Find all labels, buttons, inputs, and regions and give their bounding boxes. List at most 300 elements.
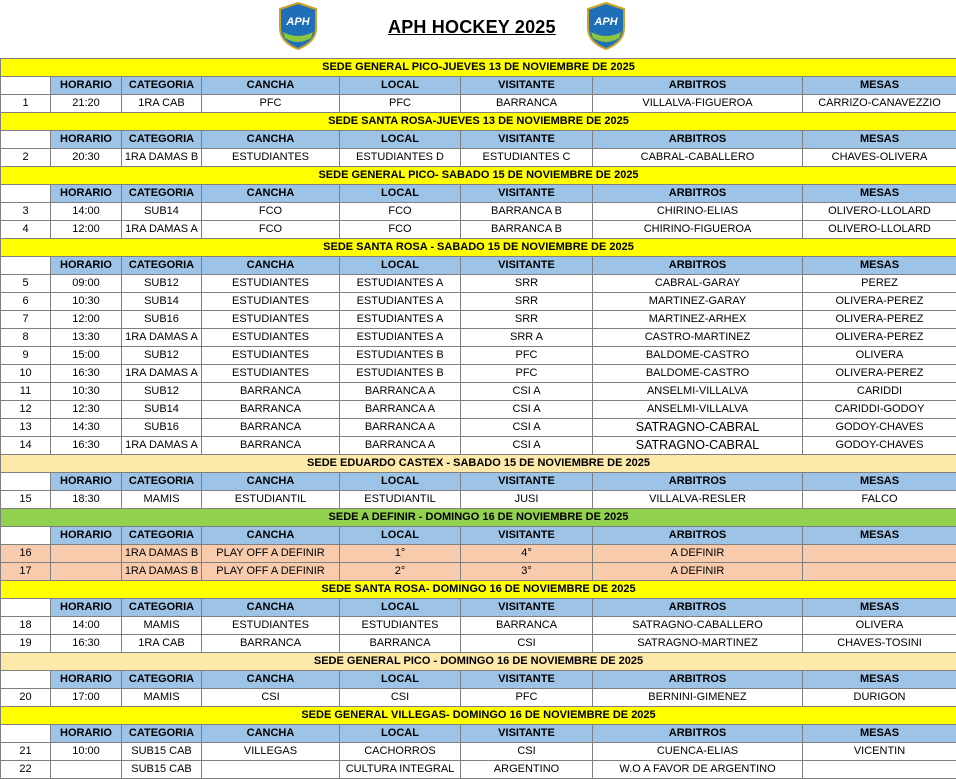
match-row (1, 365, 956, 383)
column-header-arbitros: ARBITROS (593, 257, 803, 275)
cell-local: FCO (340, 203, 461, 221)
cell-arbitros: CASTRO-MARTINEZ (593, 329, 803, 347)
cell-cancha: BARRANCA (202, 401, 340, 419)
match-row (1, 311, 956, 329)
column-header-mesas: MESAS (803, 77, 956, 95)
cell-categoria: SUB15 CAB (122, 743, 202, 761)
match-row (1, 617, 956, 635)
column-header-arbitros: ARBITROS (593, 185, 803, 203)
column-header-visitante: VISITANTE (461, 473, 593, 491)
cell-visitante: SRR A (461, 329, 593, 347)
cell-cancha: ESTUDIANTES (202, 365, 340, 383)
cell-arbitros: A DEFINIR (593, 545, 803, 563)
column-header-row (1, 599, 956, 617)
cell-horario: 15:00 (51, 347, 122, 365)
column-header-row (1, 185, 956, 203)
cell-local: ESTUDIANTES A (340, 293, 461, 311)
cell-horario: 20:30 (51, 149, 122, 167)
cell-local: 1° (340, 545, 461, 563)
cell-game-number: 21 (1, 743, 51, 761)
aph-logo-left (278, 2, 318, 50)
cell-categoria: 1RA DAMAS B (122, 563, 202, 581)
cell-game-number: 17 (1, 563, 51, 581)
cell-game-number: 10 (1, 365, 51, 383)
cell-cancha: ESTUDIANTES (202, 617, 340, 635)
cell-categoria: 1RA CAB (122, 95, 202, 113)
page-title: APH HOCKEY 2025 (388, 17, 556, 38)
column-header-mesas: MESAS (803, 473, 956, 491)
cell-horario: 21:20 (51, 95, 122, 113)
header-blank-cell (1, 527, 51, 545)
column-header-visitante: VISITANTE (461, 257, 593, 275)
cell-cancha: PLAY OFF A DEFINIR (202, 563, 340, 581)
cell-visitante: ESTUDIANTES C (461, 149, 593, 167)
match-row (1, 149, 956, 167)
sede-title: SEDE GENERAL PICO- SABADO 15 DE NOVIEMBRE DE 2025 (1, 167, 956, 185)
column-header-horario: HORARIO (51, 77, 122, 95)
cell-arbitros: CABRAL-CABALLERO (593, 149, 803, 167)
column-header-cancha: CANCHA (202, 473, 340, 491)
cell-cancha: FCO (202, 221, 340, 239)
header-blank-cell (1, 473, 51, 491)
cell-arbitros: ANSELMI-VILLALVA (593, 401, 803, 419)
cell-categoria: SUB16 (122, 311, 202, 329)
cell-visitante: CSI A (461, 419, 593, 437)
cell-local: CSI (340, 689, 461, 707)
cell-cancha: PFC (202, 95, 340, 113)
column-header-visitante: VISITANTE (461, 77, 593, 95)
column-header-visitante: VISITANTE (461, 185, 593, 203)
cell-categoria: MAMIS (122, 689, 202, 707)
header-blank-cell (1, 671, 51, 689)
cell-mesas: CARIDDI (803, 383, 956, 401)
column-header-local: LOCAL (340, 131, 461, 149)
cell-horario: 13:30 (51, 329, 122, 347)
cell-mesas: OLIVERA-PEREZ (803, 311, 956, 329)
column-header-local: LOCAL (340, 527, 461, 545)
column-header-cancha: CANCHA (202, 131, 340, 149)
cell-game-number: 8 (1, 329, 51, 347)
column-header-local: LOCAL (340, 77, 461, 95)
cell-cancha: BARRANCA (202, 383, 340, 401)
column-header-horario: HORARIO (51, 131, 122, 149)
column-header-local: LOCAL (340, 185, 461, 203)
sede-title: SEDE GENERAL PICO - DOMINGO 16 DE NOVIEMBRE DE 2025 (1, 653, 956, 671)
cell-visitante: CSI (461, 743, 593, 761)
match-row (1, 545, 956, 563)
cell-cancha: ESTUDIANTES (202, 311, 340, 329)
cell-game-number: 6 (1, 293, 51, 311)
cell-horario: 16:30 (51, 365, 122, 383)
column-header-mesas: MESAS (803, 599, 956, 617)
cell-local: PFC (340, 95, 461, 113)
cell-mesas: OLIVERA (803, 617, 956, 635)
cell-local: ESTUDIANTES (340, 617, 461, 635)
match-row (1, 743, 956, 761)
cell-visitante: CSI A (461, 383, 593, 401)
page-header (0, 0, 956, 58)
match-row (1, 95, 956, 113)
cell-cancha: BARRANCA (202, 635, 340, 653)
sede-row (1, 113, 956, 131)
column-header-row (1, 725, 956, 743)
sede-title: SEDE A DEFINIR - DOMINGO 16 DE NOVIEMBRE DE 2025 (1, 509, 956, 527)
column-header-row (1, 473, 956, 491)
cell-mesas (803, 545, 956, 563)
cell-mesas: OLIVERA-PEREZ (803, 365, 956, 383)
cell-arbitros: CHIRINO-FIGUEROA (593, 221, 803, 239)
column-header-arbitros: ARBITROS (593, 725, 803, 743)
cell-categoria: MAMIS (122, 491, 202, 509)
cell-categoria: SUB14 (122, 203, 202, 221)
column-header-local: LOCAL (340, 473, 461, 491)
column-header-visitante: VISITANTE (461, 599, 593, 617)
cell-arbitros: SATRAGNO-MARTINEZ (593, 635, 803, 653)
cell-local: CACHORROS (340, 743, 461, 761)
match-row (1, 563, 956, 581)
cell-local: CULTURA INTEGRAL (340, 761, 461, 779)
match-row (1, 329, 956, 347)
column-header-cancha: CANCHA (202, 671, 340, 689)
header-blank-cell (1, 725, 51, 743)
cell-horario: 14:30 (51, 419, 122, 437)
cell-visitante: BARRANCA (461, 617, 593, 635)
cell-arbitros: SATRAGNO-CABRAL (593, 437, 803, 455)
header-blank-cell (1, 131, 51, 149)
cell-horario: 16:30 (51, 635, 122, 653)
column-header-horario: HORARIO (51, 185, 122, 203)
column-header-visitante: VISITANTE (461, 725, 593, 743)
cell-visitante: 4° (461, 545, 593, 563)
cell-cancha: BARRANCA (202, 437, 340, 455)
cell-horario: 09:00 (51, 275, 122, 293)
cell-mesas: CARRIZO-CANAVEZZIO (803, 95, 956, 113)
column-header-categoria: CATEGORIA (122, 185, 202, 203)
sede-row (1, 581, 956, 599)
column-header-categoria: CATEGORIA (122, 725, 202, 743)
cell-local: ESTUDIANTES A (340, 329, 461, 347)
column-header-categoria: CATEGORIA (122, 131, 202, 149)
cell-mesas: OLIVERA (803, 347, 956, 365)
column-header-categoria: CATEGORIA (122, 473, 202, 491)
cell-arbitros: BALDOME-CASTRO (593, 347, 803, 365)
column-header-horario: HORARIO (51, 599, 122, 617)
cell-categoria: 1RA DAMAS A (122, 221, 202, 239)
sede-title: SEDE GENERAL PICO-JUEVES 13 DE NOVIEMBRE DE 2025 (1, 59, 956, 77)
cell-visitante: BARRANCA B (461, 203, 593, 221)
cell-cancha: ESTUDIANTES (202, 329, 340, 347)
cell-categoria: SUB16 (122, 419, 202, 437)
cell-mesas: OLIVERO-LLOLARD (803, 203, 956, 221)
cell-game-number: 22 (1, 761, 51, 779)
cell-visitante: JUSI (461, 491, 593, 509)
cell-categoria: MAMIS (122, 617, 202, 635)
match-row (1, 437, 956, 455)
column-header-arbitros: ARBITROS (593, 527, 803, 545)
cell-horario: 10:30 (51, 383, 122, 401)
match-row (1, 383, 956, 401)
column-header-row (1, 131, 956, 149)
cell-game-number: 12 (1, 401, 51, 419)
cell-visitante: SRR (461, 293, 593, 311)
cell-local: ESTUDIANTES B (340, 347, 461, 365)
match-row (1, 635, 956, 653)
cell-arbitros: ANSELMI-VILLALVA (593, 383, 803, 401)
cell-categoria: SUB12 (122, 275, 202, 293)
cell-visitante: SRR (461, 311, 593, 329)
cell-mesas: CARIDDI-GODOY (803, 401, 956, 419)
cell-categoria: 1RA DAMAS A (122, 329, 202, 347)
header-blank-cell (1, 77, 51, 95)
column-header-horario: HORARIO (51, 257, 122, 275)
cell-game-number: 2 (1, 149, 51, 167)
cell-arbitros: CHIRINO-ELIAS (593, 203, 803, 221)
column-header-horario: HORARIO (51, 473, 122, 491)
cell-game-number: 15 (1, 491, 51, 509)
cell-mesas: GODOY-CHAVES (803, 437, 956, 455)
cell-visitante: CSI A (461, 401, 593, 419)
column-header-mesas: MESAS (803, 527, 956, 545)
column-header-horario: HORARIO (51, 671, 122, 689)
cell-cancha: ESTUDIANTES (202, 275, 340, 293)
cell-categoria: 1RA CAB (122, 635, 202, 653)
cell-visitante: PFC (461, 689, 593, 707)
cell-arbitros: CABRAL-GARAY (593, 275, 803, 293)
cell-game-number: 13 (1, 419, 51, 437)
column-header-local: LOCAL (340, 599, 461, 617)
column-header-visitante: VISITANTE (461, 527, 593, 545)
sede-row (1, 707, 956, 725)
cell-arbitros: SATRAGNO-CABALLERO (593, 617, 803, 635)
cell-cancha: CSI (202, 689, 340, 707)
cell-cancha: ESTUDIANTES (202, 347, 340, 365)
match-row (1, 293, 956, 311)
column-header-mesas: MESAS (803, 671, 956, 689)
sede-title: SEDE EDUARDO CASTEX - SABADO 15 DE NOVIEMBRE DE 2025 (1, 455, 956, 473)
cell-cancha: VILLEGAS (202, 743, 340, 761)
column-header-row (1, 77, 956, 95)
match-row (1, 203, 956, 221)
column-header-visitante: VISITANTE (461, 131, 593, 149)
column-header-row (1, 257, 956, 275)
cell-categoria: SUB12 (122, 383, 202, 401)
cell-cancha: FCO (202, 203, 340, 221)
sede-title: SEDE GENERAL VILLEGAS- DOMINGO 16 DE NOVIEMBRE DE 2025 (1, 707, 956, 725)
aph-logo-right (586, 2, 626, 50)
cell-visitante: CSI A (461, 437, 593, 455)
cell-game-number: 4 (1, 221, 51, 239)
sede-row (1, 59, 956, 77)
cell-horario: 12:30 (51, 401, 122, 419)
cell-horario: 14:00 (51, 203, 122, 221)
cell-horario: 18:30 (51, 491, 122, 509)
cell-arbitros: BERNINI-GIMENEZ (593, 689, 803, 707)
cell-local: BARRANCA (340, 635, 461, 653)
cell-cancha: ESTUDIANTIL (202, 491, 340, 509)
match-row (1, 347, 956, 365)
cell-game-number: 1 (1, 95, 51, 113)
column-header-arbitros: ARBITROS (593, 599, 803, 617)
column-header-mesas: MESAS (803, 257, 956, 275)
column-header-arbitros: ARBITROS (593, 77, 803, 95)
cell-local: BARRANCA A (340, 401, 461, 419)
column-header-row (1, 527, 956, 545)
cell-mesas: FALCO (803, 491, 956, 509)
match-row (1, 491, 956, 509)
cell-cancha: ESTUDIANTES (202, 149, 340, 167)
cell-local: 2° (340, 563, 461, 581)
cell-horario: 17:00 (51, 689, 122, 707)
cell-game-number: 7 (1, 311, 51, 329)
column-header-row (1, 671, 956, 689)
cell-horario: 12:00 (51, 221, 122, 239)
column-header-horario: HORARIO (51, 527, 122, 545)
cell-horario (51, 545, 122, 563)
column-header-cancha: CANCHA (202, 725, 340, 743)
match-row (1, 275, 956, 293)
cell-visitante: PFC (461, 365, 593, 383)
cell-horario (51, 563, 122, 581)
sede-row (1, 509, 956, 527)
cell-mesas: PEREZ (803, 275, 956, 293)
cell-game-number: 19 (1, 635, 51, 653)
column-header-arbitros: ARBITROS (593, 671, 803, 689)
cell-visitante: 3° (461, 563, 593, 581)
sede-title: SEDE SANTA ROSA- DOMINGO 16 DE NOVIEMBRE DE 2025 (1, 581, 956, 599)
column-header-categoria: CATEGORIA (122, 257, 202, 275)
cell-visitante: BARRANCA B (461, 221, 593, 239)
column-header-arbitros: ARBITROS (593, 473, 803, 491)
cell-game-number: 16 (1, 545, 51, 563)
cell-categoria: 1RA DAMAS A (122, 437, 202, 455)
cell-game-number: 5 (1, 275, 51, 293)
cell-horario: 10:00 (51, 743, 122, 761)
cell-local: ESTUDIANTES D (340, 149, 461, 167)
cell-horario: 14:00 (51, 617, 122, 635)
cell-categoria: SUB14 (122, 401, 202, 419)
cell-game-number: 3 (1, 203, 51, 221)
cell-local: ESTUDIANTIL (340, 491, 461, 509)
cell-horario: 10:30 (51, 293, 122, 311)
cell-game-number: 20 (1, 689, 51, 707)
cell-local: ESTUDIANTES B (340, 365, 461, 383)
cell-cancha: ESTUDIANTES (202, 293, 340, 311)
header-blank-cell (1, 257, 51, 275)
cell-categoria: 1RA DAMAS B (122, 149, 202, 167)
cell-arbitros: SATRAGNO-CABRAL (593, 419, 803, 437)
cell-horario: 16:30 (51, 437, 122, 455)
column-header-local: LOCAL (340, 257, 461, 275)
schedule-body (1, 59, 956, 779)
cell-local: BARRANCA A (340, 383, 461, 401)
sede-row (1, 455, 956, 473)
cell-local: ESTUDIANTES A (340, 275, 461, 293)
column-header-cancha: CANCHA (202, 599, 340, 617)
cell-mesas: CHAVES-TOSINI (803, 635, 956, 653)
cell-categoria: SUB14 (122, 293, 202, 311)
column-header-categoria: CATEGORIA (122, 527, 202, 545)
column-header-horario: HORARIO (51, 725, 122, 743)
sede-row (1, 239, 956, 257)
column-header-mesas: MESAS (803, 131, 956, 149)
cell-mesas (803, 563, 956, 581)
cell-local: BARRANCA A (340, 419, 461, 437)
cell-game-number: 9 (1, 347, 51, 365)
cell-categoria: SUB12 (122, 347, 202, 365)
column-header-cancha: CANCHA (202, 527, 340, 545)
cell-visitante: SRR (461, 275, 593, 293)
column-header-arbitros: ARBITROS (593, 131, 803, 149)
sede-row (1, 653, 956, 671)
column-header-local: LOCAL (340, 671, 461, 689)
cell-arbitros: A DEFINIR (593, 563, 803, 581)
header-blank-cell (1, 185, 51, 203)
column-header-categoria: CATEGORIA (122, 671, 202, 689)
sede-title: SEDE SANTA ROSA - SABADO 15 DE NOVIEMBRE DE 2025 (1, 239, 956, 257)
cell-cancha: BARRANCA (202, 419, 340, 437)
column-header-categoria: CATEGORIA (122, 599, 202, 617)
cell-visitante: CSI (461, 635, 593, 653)
cell-categoria: SUB15 CAB (122, 761, 202, 779)
match-row (1, 419, 956, 437)
cell-visitante: BARRANCA (461, 95, 593, 113)
cell-horario: 12:00 (51, 311, 122, 329)
cell-mesas: VICENTIN (803, 743, 956, 761)
cell-game-number: 11 (1, 383, 51, 401)
match-row (1, 221, 956, 239)
cell-arbitros: VILLALVA-FIGUEROA (593, 95, 803, 113)
cell-arbitros: MARTINEZ-GARAY (593, 293, 803, 311)
column-header-mesas: MESAS (803, 725, 956, 743)
cell-arbitros: VILLALVA-RESLER (593, 491, 803, 509)
cell-arbitros: BALDOME-CASTRO (593, 365, 803, 383)
cell-mesas: OLIVERA-PEREZ (803, 329, 956, 347)
cell-local: FCO (340, 221, 461, 239)
column-header-cancha: CANCHA (202, 185, 340, 203)
schedule-table (0, 58, 956, 779)
column-header-mesas: MESAS (803, 185, 956, 203)
sede-title: SEDE SANTA ROSA-JUEVES 13 DE NOVIEMBRE DE 2025 (1, 113, 956, 131)
cell-mesas: OLIVERA-PEREZ (803, 293, 956, 311)
cell-visitante: ARGENTINO (461, 761, 593, 779)
svg-text:APH: APH (593, 16, 618, 28)
header-blank-cell (1, 599, 51, 617)
cell-local: BARRANCA A (340, 437, 461, 455)
cell-game-number: 14 (1, 437, 51, 455)
column-header-cancha: CANCHA (202, 257, 340, 275)
svg-text:APH: APH (285, 16, 310, 28)
column-header-local: LOCAL (340, 725, 461, 743)
cell-local: ESTUDIANTES A (340, 311, 461, 329)
cell-categoria: 1RA DAMAS A (122, 365, 202, 383)
cell-mesas: OLIVERO-LLOLARD (803, 221, 956, 239)
cell-mesas: DURIGON (803, 689, 956, 707)
match-row (1, 401, 956, 419)
column-header-visitante: VISITANTE (461, 671, 593, 689)
column-header-categoria: CATEGORIA (122, 77, 202, 95)
cell-arbitros: CUENCA-ELIAS (593, 743, 803, 761)
sede-row (1, 167, 956, 185)
column-header-cancha: CANCHA (202, 77, 340, 95)
cell-game-number: 18 (1, 617, 51, 635)
match-row (1, 689, 956, 707)
cell-arbitros: W.O A FAVOR DE ARGENTINO (593, 761, 803, 779)
cell-mesas: CHAVES-OLIVERA (803, 149, 956, 167)
cell-visitante: PFC (461, 347, 593, 365)
cell-cancha: PLAY OFF A DEFINIR (202, 545, 340, 563)
cell-categoria: 1RA DAMAS B (122, 545, 202, 563)
cell-arbitros: MARTINEZ-ARHEX (593, 311, 803, 329)
